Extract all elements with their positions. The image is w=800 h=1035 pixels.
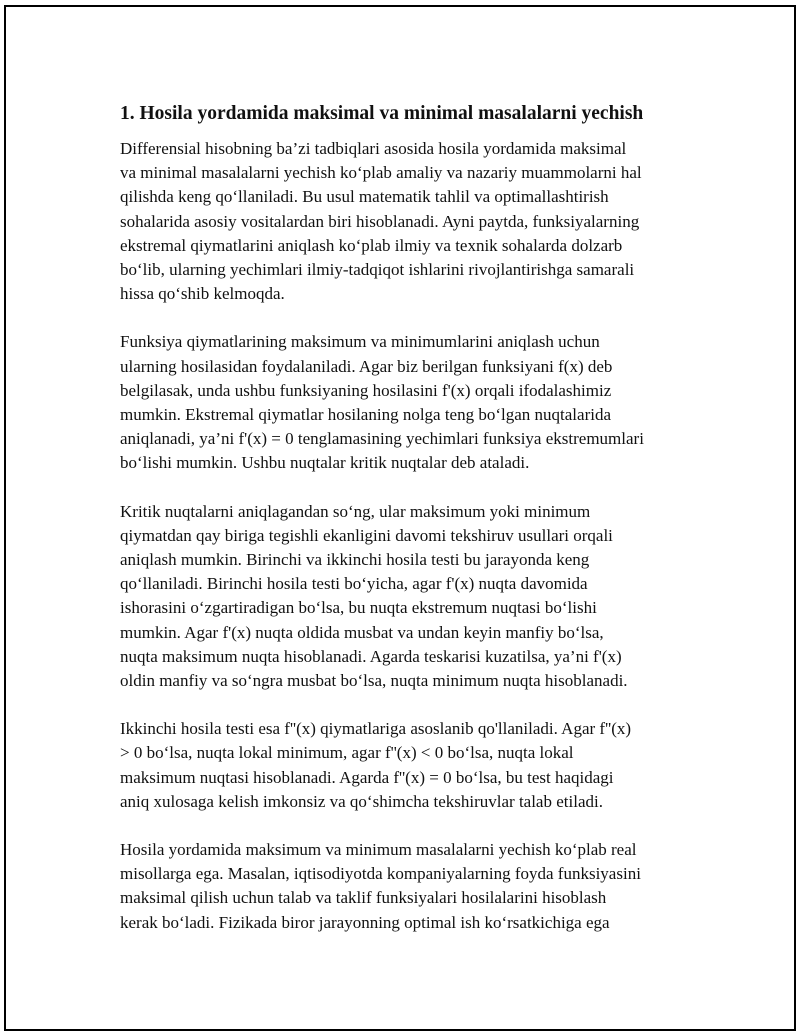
page-frame: [4, 5, 796, 1031]
text-line: Ikkinchi hosila testi esa f''(x) qiymatlariga asoslanib qo'llaniladi. Agar f''(x): [120, 719, 632, 739]
paragraph-2: [120, 330, 700, 475]
text-line: maksimum nuqtasi hisoblanadi. Agarda f''(x) = 0 bo‘lsa, bu test haqidagi: [120, 767, 614, 787]
text-line: misollarga ega. Masalan, iqtisodiyotda kompaniyalarning foyda funksiyasini: [120, 864, 641, 884]
text-line: ekstremal qiymatlarini aniqlash ko‘plab ilmiy va texnik sohalarda dolzarb: [120, 235, 623, 255]
text-line: qilishda keng qo‘llaniladi. Bu usul matematik tahlil va optimallashtirish: [120, 187, 609, 207]
text-line: aniqlanadi, ya’ni f'(x) = 0 tenglamasining yechimlari funksiya ekstremumlari: [120, 429, 644, 449]
text-line: Differensial hisobning ba’zi tadbiqlari asosida hosila yordamida maksimal: [120, 139, 627, 158]
paragraph-3: [120, 500, 700, 694]
text-line: bo‘lishi mumkin. Ushbu nuqtalar kritik nuqtalar deb ataladi.: [120, 453, 530, 473]
text-line: ularning hosilasidan foydalaniladi. Agar biz berilgan funksiyani f(x) deb: [120, 356, 613, 376]
text-line: va minimal masalalarni yechish ko‘plab amaliy va nazariy muammolarni hal: [120, 163, 642, 183]
text-line: oldin manfiy va so‘ngra musbat bo‘lsa, nuqta minimum nuqta hisoblanadi.: [120, 671, 628, 691]
text-line: mumkin. Ekstremal qiymatlar hosilaning nolga teng bo‘lgan nuqtalarida: [120, 405, 611, 425]
text-line: sohalarida asosiy vositalardan biri hisoblanadi. Ayni paytda, funksiyalarning: [120, 211, 640, 231]
text-line: > 0 bo‘lsa, nuqta lokal minimum, agar f''(x) < 0 bo‘lsa, nuqta lokal: [120, 743, 574, 763]
text-line: Kritik nuqtalarni aniqlagandan so‘ng, ular maksimum yoki minimum: [120, 501, 591, 521]
text-line: kerak bo‘ladi. Fizikada biror jarayonning optimal ish ko‘rsatkichiga ega: [120, 912, 610, 932]
text-line: maksimal qilish uchun talab va taklif funksiyalari hosilalarini hisoblash: [120, 888, 607, 908]
text-line: qiymatdan qay biriga tegishli ekanligini davomi tekshiruv usullari orqali: [120, 525, 613, 545]
document-body: [120, 101, 700, 959]
paragraph-1: [120, 137, 700, 306]
paragraph-4: [120, 717, 700, 814]
text-line: Funksiya qiymatlarining maksimum va minimumlarini aniqlash uchun: [120, 332, 600, 352]
text-line: hissa qo‘shib kelmoqda.: [120, 284, 285, 304]
paragraph-5: [120, 838, 700, 935]
text-line: aniqlash mumkin. Birinchi va ikkinchi hosila testi bu jarayonda keng: [120, 550, 590, 570]
text-line: nuqta maksimum nuqta hisoblanadi. Agarda teskarisi kuzatilsa, ya’ni f'(x): [120, 646, 622, 666]
text-line: belgilasak, unda ushbu funksiyaning hosilasini f'(x) orqali ifodalashimiz: [120, 380, 612, 400]
text-line: mumkin. Agar f'(x) nuqta oldida musbat va undan keyin manfiy bo‘lsa,: [120, 622, 604, 642]
text-line: aniq xulosaga kelish imkonsiz va qo‘shimcha tekshiruvlar talab etiladi.: [120, 791, 603, 811]
text-line: ishorasini o‘zgartiradigan bo‘lsa, bu nuqta ekstremum nuqtasi bo‘lishi: [120, 598, 597, 618]
text-line: bo‘lib, ularning yechimlari ilmiy-tadqiqot ishlarini rivojlantirishga samarali: [120, 260, 635, 280]
page-title: 1. Hosila yordamida maksimal va minimal masalalarni yechish: [120, 103, 644, 124]
text-line: Hosila yordamida maksimum va minimum masalalarni yechish ko‘plab real: [120, 840, 637, 860]
text-line: qo‘llaniladi. Birinchi hosila testi bo‘yicha, agar f'(x) nuqta davomida: [120, 574, 588, 594]
